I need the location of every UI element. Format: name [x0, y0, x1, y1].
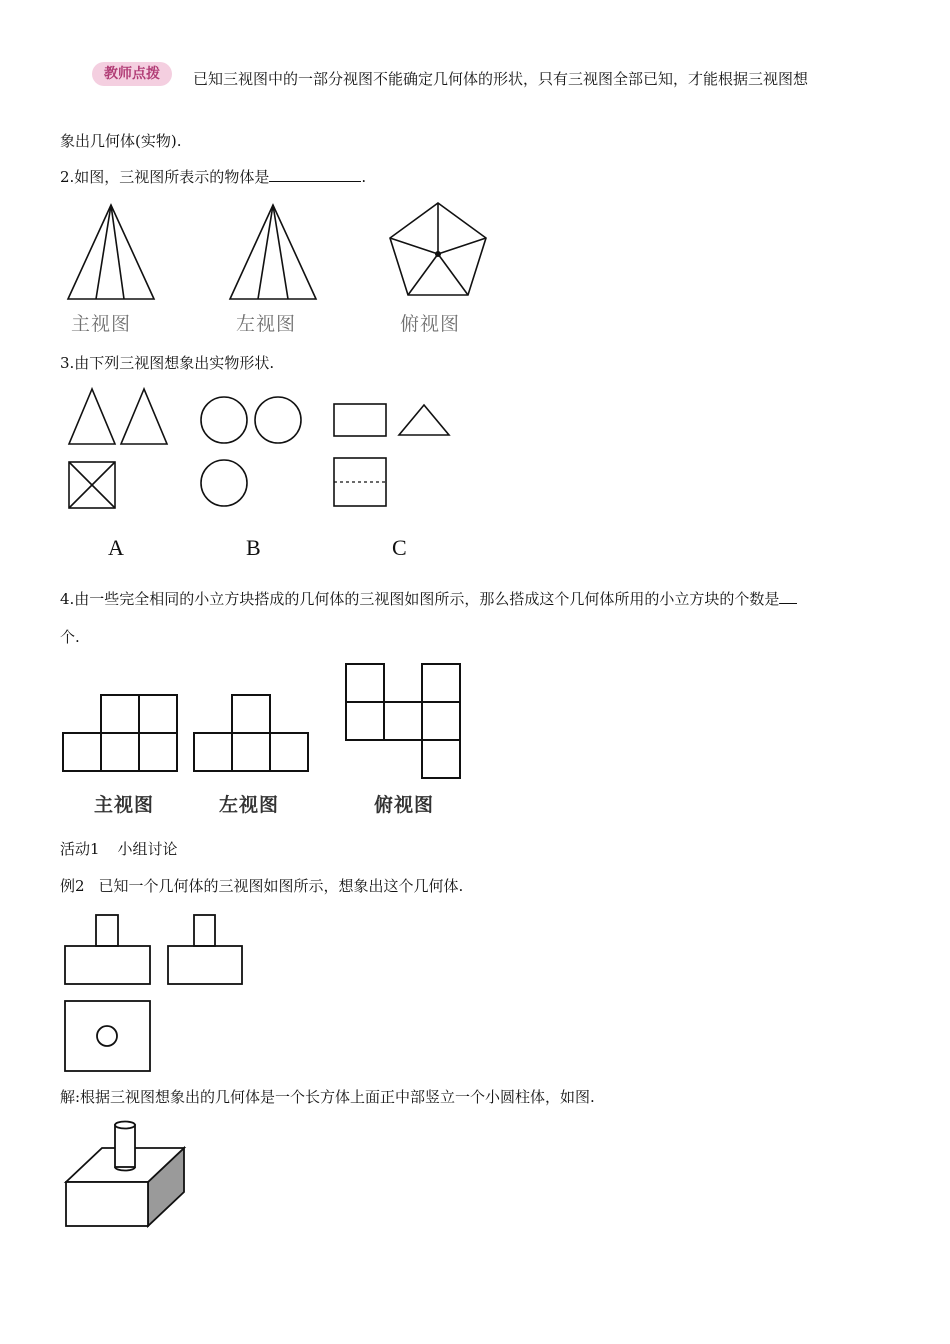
question-2-text: 2.如图，三视图所表示的物体是 [60, 168, 270, 186]
example-2-label: 例2 [60, 877, 85, 895]
question-4-text: 4.由一些完全相同的小立方块搭成的几何体的三视图如图所示，那么搭成这个几何体所用的小立方块的个数是 [60, 590, 780, 608]
question-3: 3.由下列三视图想象出实物形状. [60, 354, 275, 372]
q3-option-a-label[interactable]: A [108, 535, 124, 560]
example-2-text: 已知一个几何体的三视图如图所示，想象出这个几何体. [98, 877, 464, 895]
q4-caption-left: 左视图 [219, 794, 280, 816]
note-line-1: 已知三视图中的一部分视图不能确定几何体的形状，只有三视图全部已知，才能根据三视图想 [193, 70, 809, 88]
question-2-end: . [361, 168, 367, 186]
q4-caption-top: 俯视图 [374, 794, 435, 816]
q2-caption-left: 左视图 [236, 313, 297, 335]
solution-text: 解:根据三视图想象出的几何体是一个长方体上面正中部竖立一个小圆柱体，如图. [60, 1088, 595, 1106]
q2-caption-front: 主视图 [71, 313, 132, 335]
q3-option-c-label[interactable]: C [392, 535, 407, 560]
q4-caption-front: 主视图 [94, 794, 155, 816]
q3-option-b-label[interactable]: B [246, 535, 261, 560]
note-line-2: 象出几何体(实物). [60, 132, 182, 150]
activity-label: 活动1 [60, 840, 100, 858]
teacher-tip-badge: 教师点拨 [92, 62, 172, 86]
q2-caption-top: 俯视图 [400, 313, 461, 335]
question-4-line-2: 个. [60, 628, 80, 646]
activity-title: 小组讨论 [117, 840, 178, 858]
